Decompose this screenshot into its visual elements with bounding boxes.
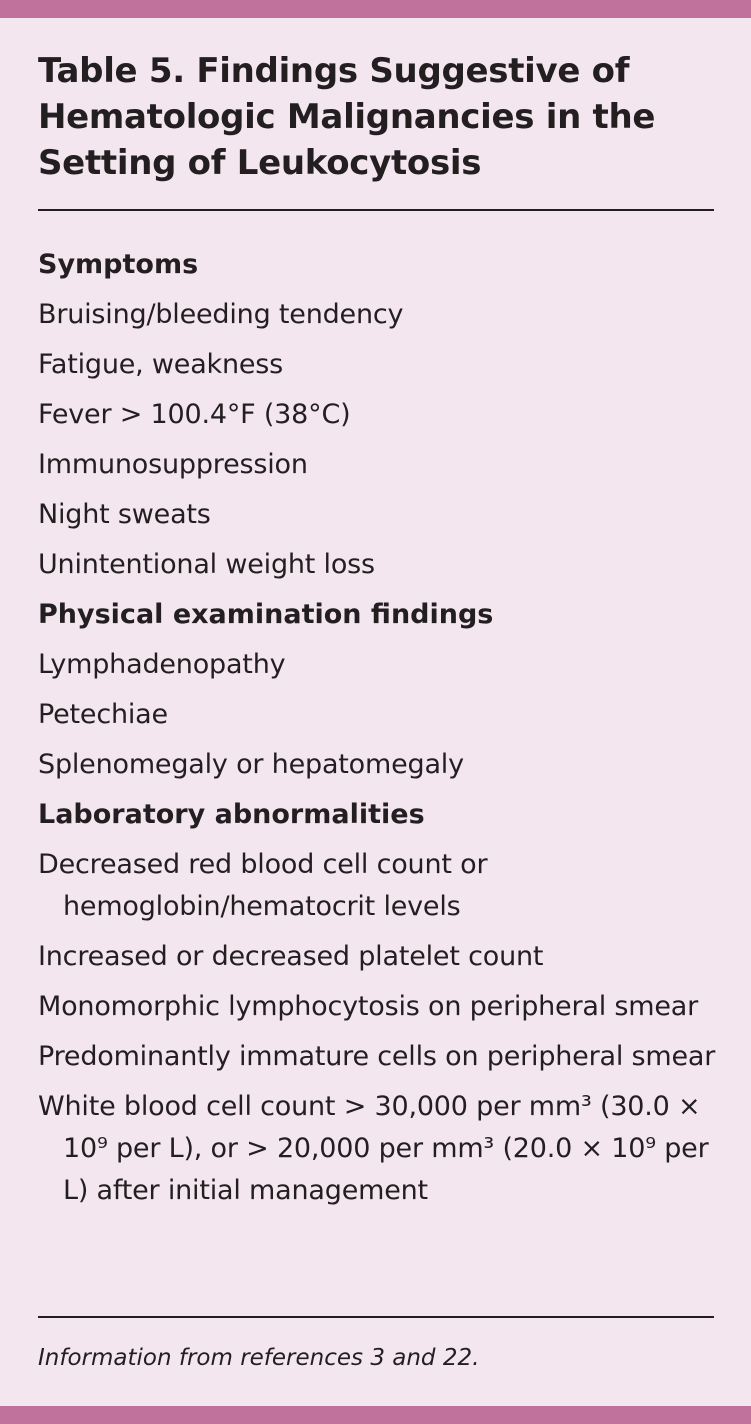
list-item: Fatigue, weakness xyxy=(38,349,284,380)
section-symptoms xyxy=(38,240,728,590)
list-item: Decreased red blood cell count or hemoglobin/hematocrit levels xyxy=(38,849,488,922)
section-heading: Symptoms xyxy=(38,249,199,280)
table-title: Table 5. Findings Suggestive of Hematologic Malignancies in the Setting of Leukocytosis xyxy=(38,51,656,183)
section-laboratory-abnormalities xyxy=(38,790,728,1216)
title-divider xyxy=(38,209,714,211)
list-item: Predominantly immature cells on peripheral smear xyxy=(38,1041,716,1072)
footer-divider xyxy=(38,1316,714,1318)
bottom-accent-bar xyxy=(0,1406,751,1424)
list-item: Petechiae xyxy=(38,699,168,730)
list-item: Fever > 100.4°F (38°C) xyxy=(38,399,351,430)
section-heading: Laboratory abnormalities xyxy=(38,799,425,830)
list-item: Immunosuppression xyxy=(38,449,308,480)
top-accent-bar xyxy=(0,0,751,18)
list-item: Night sweats xyxy=(38,499,211,530)
list-item: Splenomegaly or hepatomegaly xyxy=(38,749,464,780)
section-physical-examination xyxy=(38,590,728,790)
list-item: Monomorphic lymphocytosis on peripheral smear xyxy=(38,991,699,1022)
list-item: White blood cell count > 30,000 per mm³ (30.0 × 10⁹ per L), or > 20,000 per mm³ (20.0 × 10⁹ per L) after initial management xyxy=(38,1091,709,1206)
list-item: Increased or decreased platelet count xyxy=(38,941,544,972)
findings-list xyxy=(38,240,728,1216)
list-item: Unintentional weight loss xyxy=(38,549,375,580)
source-footnote: Information from references 3 and 22. xyxy=(38,1345,480,1371)
list-item: Lymphadenopathy xyxy=(38,649,286,680)
section-heading: Physical examination findings xyxy=(38,599,494,630)
list-item: Bruising/bleeding tendency xyxy=(38,299,404,330)
